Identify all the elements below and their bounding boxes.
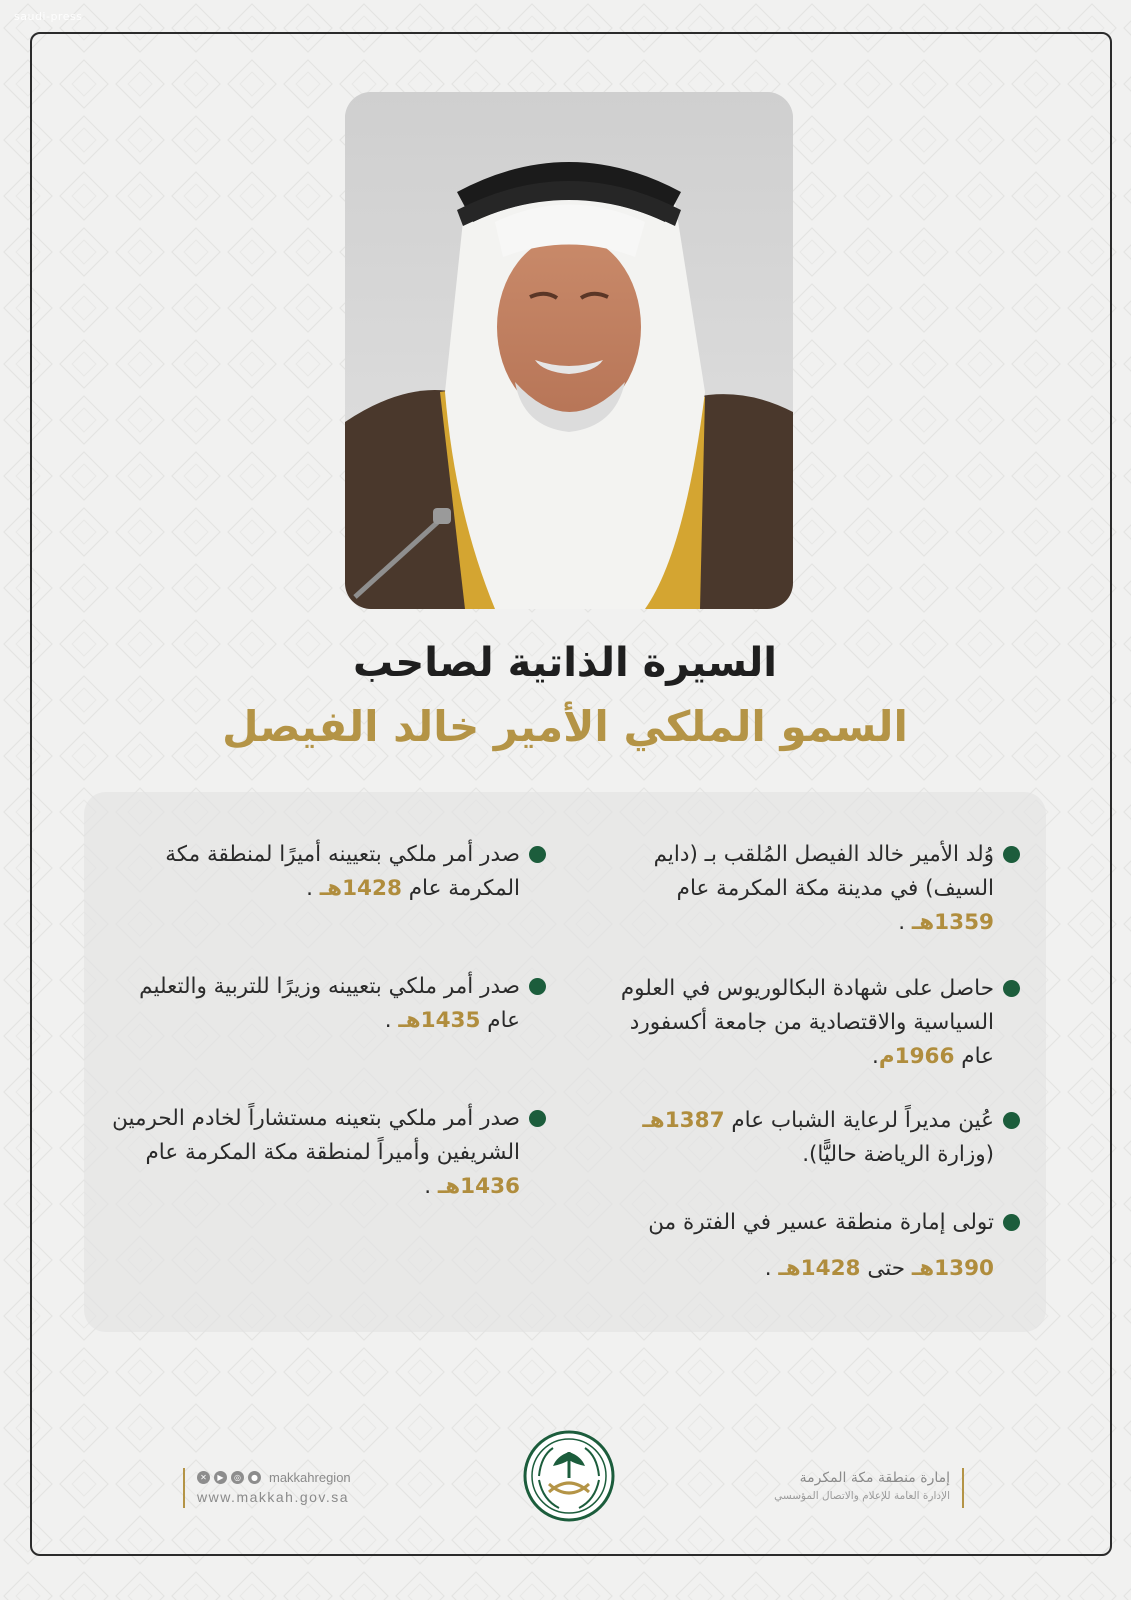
bio-year-to: 1428هـ [778,1256,861,1281]
footer-organization [680,1468,964,1508]
bullet-dot [529,978,546,995]
snapchat-icon[interactable]: ● [248,1471,261,1484]
bio-column-right [598,838,1022,1292]
bio-year: 1387هـ [642,1108,725,1133]
bio-item-birth [598,838,1022,940]
social-links [197,1468,351,1486]
bio-text: صدر أمر ملكي بتعيينه أميرًا لمنطقة مكة المكرمة عام [165,842,520,901]
bio-year: 1359هـ [911,910,994,935]
page-subtitle: السمو الملكي الأمير خالد الفيصل [222,702,908,751]
bullet-dot [1003,1112,1020,1129]
bio-text: صدر أمر ملكي بتعينه مستشاراً لخادم الحرمين الشريفين وأميراً لمنطقة مكة المكرمة عام [112,1106,520,1165]
bio-text-end: . [764,1256,779,1281]
bio-text: وُلد الأمير خالد الفيصل المُلقب بـ (دايم السيف) في مدينة مكة المكرمة عام [653,842,994,901]
bio-text: تولى إمارة منطقة عسير في الفترة من [648,1210,994,1235]
page-title: السيرة الذاتية لصاحب [353,640,777,686]
x-icon[interactable]: ✕ [197,1471,210,1484]
bullet-dot [1003,1214,1020,1231]
social-handle[interactable]: makkahregion [269,1469,351,1485]
bio-text-end: . [384,1008,399,1033]
bio-text: حاصل على شهادة البكالوريوس في العلوم السياسية والاقتصادية من جامعة أكسفورد عام [620,976,994,1069]
bio-text-end: . [424,1174,438,1199]
bio-item-asir [598,1200,1022,1292]
website-link[interactable]: www.makkah.gov.sa [197,1489,350,1505]
bio-year-from: 1390هـ [911,1256,994,1281]
watermark: saudi-press [14,10,83,23]
saudi-emblem-icon [523,1430,615,1522]
bio-text: صدر أمر ملكي بتعيينه وزيرًا للتربية والتعليم عام [139,974,520,1033]
bullet-dot [529,1110,546,1127]
bio-item-youth-welfare [598,1104,1022,1172]
bio-item-advisor [112,1102,548,1204]
bullet-dot [529,846,546,863]
bio-text-end: (وزارة الرياضة حاليًّا). [802,1142,994,1167]
footer-contact [183,1468,351,1508]
portrait-photo [345,92,793,609]
bio-column-left [112,838,548,1204]
bullet-dot [1003,980,1020,997]
bio-text-mid: حتى [860,1256,912,1281]
bullet-dot [1003,846,1020,863]
instagram-icon[interactable]: ◎ [231,1471,244,1484]
bio-item-education-minister [112,970,548,1038]
portrait-illustration [345,92,793,609]
bio-text-end: . [306,876,320,901]
bio-text-end: . [898,910,912,935]
bio-year: 1436هـ [437,1174,520,1199]
bio-year: 1435هـ [398,1008,481,1033]
bio-item-makkah-emir [112,838,548,906]
bio-year: 1428هـ [319,876,402,901]
bio-text-end: . [872,1044,879,1069]
bio-item-education [598,972,1022,1074]
bio-text: عُين مديراً لرعاية الشباب عام [724,1108,994,1133]
organization-name: إمارة منطقة مكة المكرمة [799,1470,950,1486]
bio-year: 1966م [878,1044,955,1069]
youtube-icon[interactable]: ▶ [214,1471,227,1484]
organization-department: الإدارة العامة للإعلام والاتصال المؤسسي [774,1490,950,1502]
